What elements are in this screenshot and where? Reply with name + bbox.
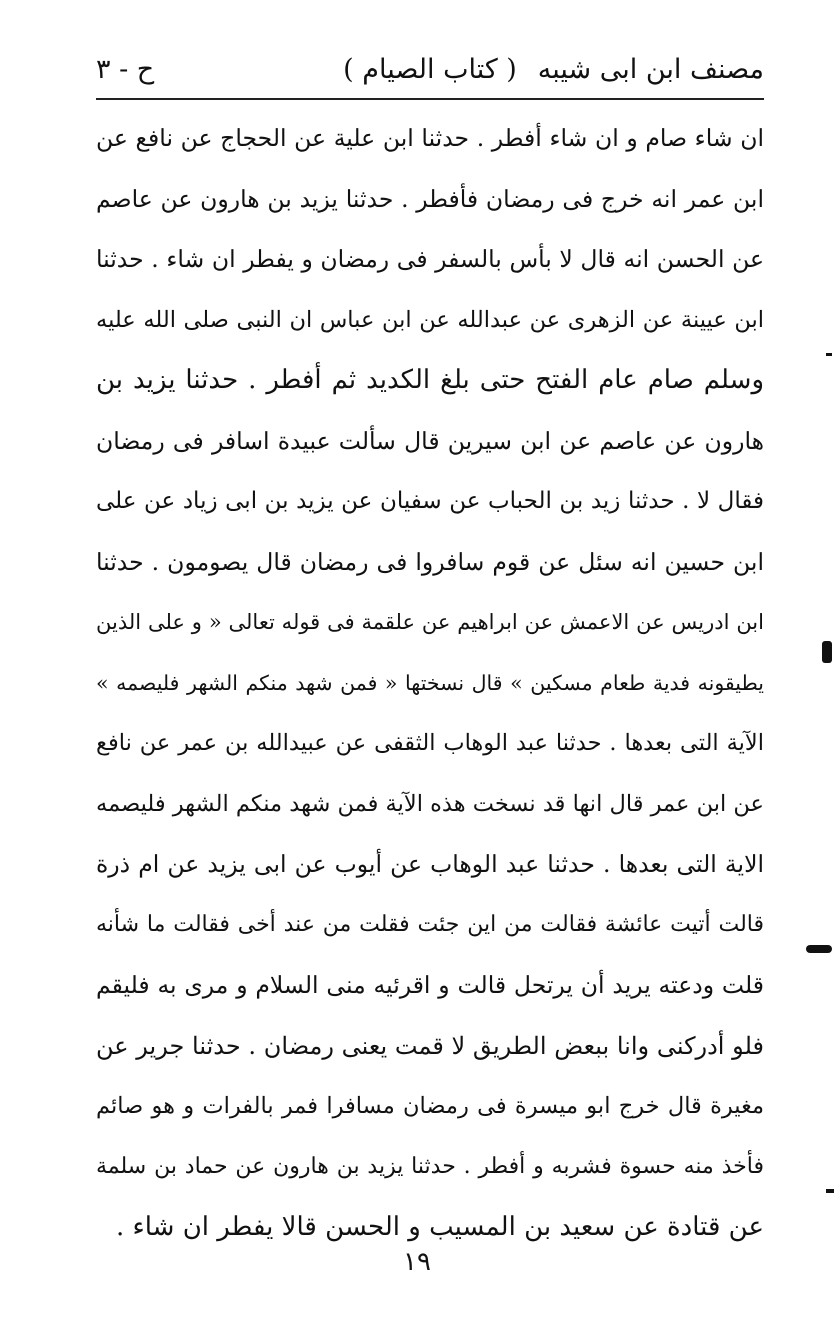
scan-margin-mark (826, 1189, 834, 1193)
text-line: الآية التى بعدها . حدثنا عبد الوهاب الثقفى عن عبيدالله بن عمر عن نافع (96, 730, 764, 756)
scan-margin-mark (826, 353, 832, 356)
page-number: ١٩ (403, 1247, 431, 1277)
running-header (96, 50, 764, 94)
text-line: عن ابن عمر قال انها قد نسخت هذه الآية فمن شهد منكم الشهر فليصمه (96, 790, 764, 817)
text-line: هارون عن عاصم عن ابن سيرين قال سألت عبيدة اسافر فى رمضان (96, 426, 764, 455)
text-line: فقال لا . حدثنا زيد بن الحباب عن سفيان عن يزيد بن ابى زياد عن على (96, 488, 764, 514)
scan-margin-mark (806, 945, 832, 953)
text-line: ابن عمر انه خرج فى رمضان فأفطر . حدثنا يزيد بن هارون عن عاصم (96, 184, 764, 213)
header-chapter-title: ( كتاب الصيام ) (343, 54, 517, 85)
body-text (96, 108, 764, 1258)
text-line: يطيقونه فدية طعام مسكين » قال نسختها « فمن شهد منكم الشهر فليصمه » (96, 670, 764, 695)
text-line: فأخذ منه حسوة فشربه و أفطر . حدثنا يزيد بن هارون عن حماد بن سلمة (96, 1153, 764, 1179)
text-line: ابن عيينة عن الزهرى عن عبدالله عن ابن عباس ان النبى صلى الله عليه (96, 306, 764, 333)
header-book-title: مصنف ابن ابى شيبه (537, 54, 764, 85)
text-line: قلت ودعته يريد أن يرتحل قالت و اقرئيه منى السلام و مرى به فليقم (96, 971, 764, 999)
scan-margin-mark (822, 641, 832, 663)
text-line: ان شاء صام و ان شاء أفطر . حدثنا ابن علية عن الحجاج عن نافع عن (96, 124, 764, 152)
text-line: ابن ادريس عن الاعمش عن ابراهيم عن علقمة فى قوله تعالى « و على الذين (96, 610, 764, 634)
text-line: عن قتادة عن سعيد بن المسيب و الحسن قالا يفطر ان شاء . (115, 1212, 764, 1242)
text-line: الاية التى بعدها . حدثنا عبد الوهاب عن أيوب عن ابى يزيد عن ام ذرة (96, 850, 764, 878)
text-line: فلو أدركنى وانا ببعض الطريق لا قمت يعنى رمضان . حدثنا جرير عن (96, 1031, 764, 1060)
text-line: ابن حسين انه سئل عن قوم سافروا فى رمضان قال يصومون . حدثنا (96, 547, 764, 576)
text-line: عن الحسن انه قال لا بأس بالسفر فى رمضان و يفطر ان شاء . حدثنا (96, 245, 764, 273)
header-volume-number: ح - ٣ (96, 54, 155, 85)
text-line: وسلم صام عام الفتح حتى بلغ الكديد ثم أفطر . حدثنا يزيد بن (96, 365, 764, 395)
text-line: قالت أتيت عائشة فقالت من اين جئت فقلت من عند أخى فقالت ما شأنه (96, 911, 764, 937)
text-line: مغيرة قال خرج ابو ميسرة فى رمضان مسافرا فمر بالفرات و هو صائم (96, 1093, 764, 1119)
header-rule (96, 98, 764, 100)
